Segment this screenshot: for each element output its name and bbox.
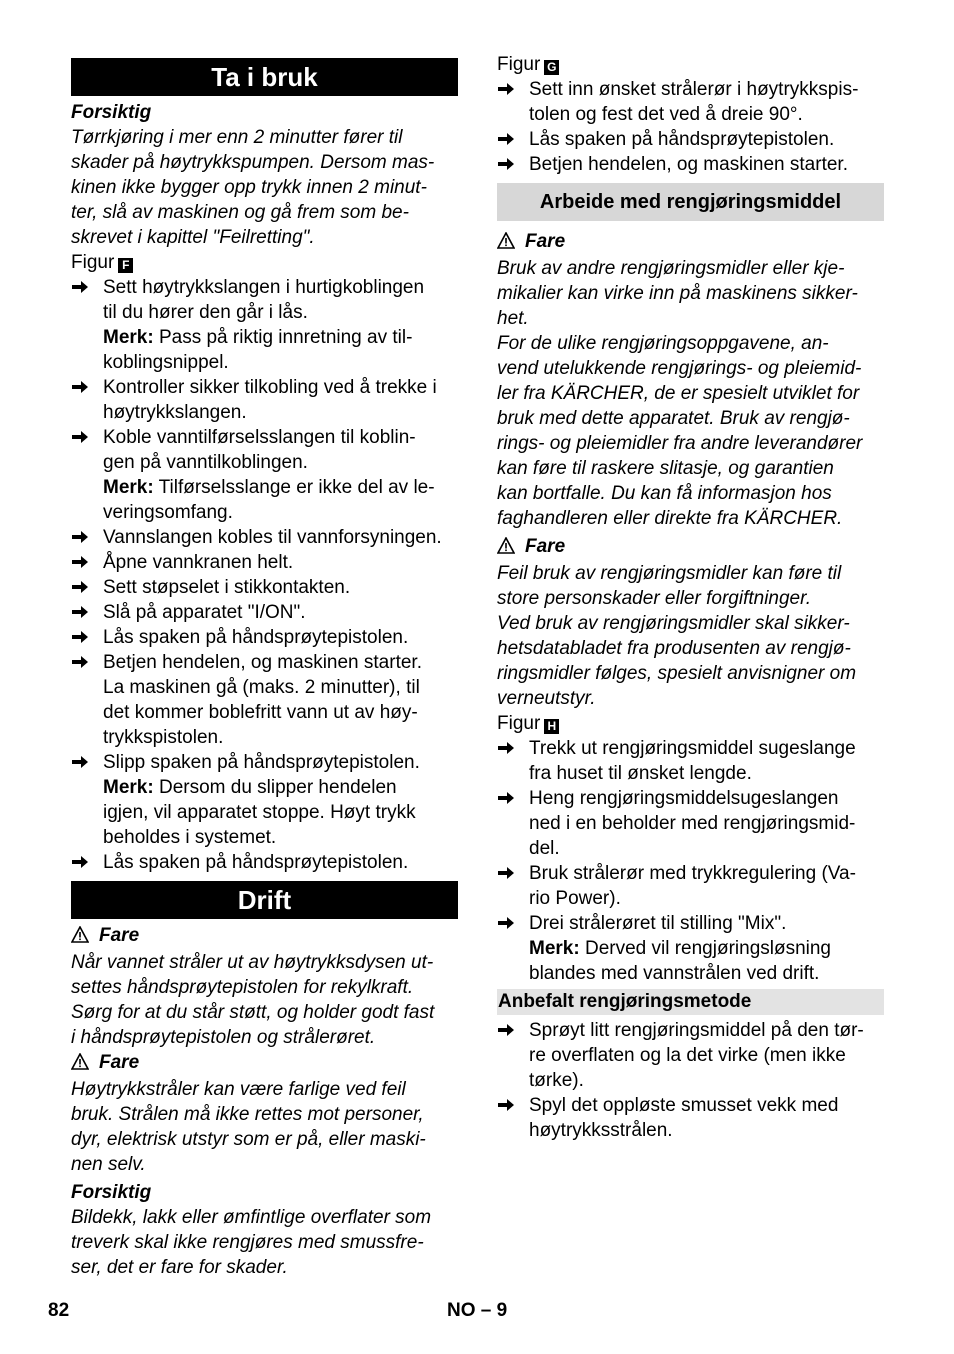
- text-line: ter, slå av maskinen og gå frem som be-: [71, 202, 409, 223]
- step-text-line: fra huset til ønsket lengde.: [529, 763, 752, 784]
- figure-ref-g: [497, 52, 884, 77]
- arrow-right-icon: [71, 550, 89, 575]
- note-text: blandes med vannstrålen ved drift.: [529, 963, 820, 984]
- danger-title: Fare: [71, 923, 458, 950]
- arrow-right-icon: [497, 77, 515, 102]
- arrow-right-icon: [71, 375, 89, 400]
- step-text-line: Bruk strålerør med trykkregulering (Va-: [529, 863, 856, 884]
- note-line: [103, 325, 458, 350]
- step-text-line: Slå på apparatet "I/ON".: [103, 602, 306, 623]
- list-item: [71, 425, 458, 475]
- steps-list-1: [71, 275, 458, 875]
- text-line: vend utelukkende rengjørings- og pleiemid-: [497, 358, 862, 379]
- arrow-right-icon: [71, 275, 89, 300]
- arrow-right-icon: [71, 425, 89, 450]
- step-note: [71, 775, 458, 850]
- text-line: i håndsprøytepistolen og strålerøret.: [71, 1027, 376, 1048]
- step-text-line: re overflaten og la det virke (men ikke: [529, 1045, 846, 1066]
- list-item: [497, 152, 884, 177]
- text-line: Høytrykkstråler kan være farlige ved feil: [71, 1079, 406, 1100]
- step-text-line: til du hører den går i lås.: [103, 302, 308, 323]
- text-line: nen selv.: [71, 1154, 146, 1175]
- note-label: Merk:: [103, 327, 154, 348]
- caution-title: Forsiktig: [71, 1182, 152, 1203]
- warning-triangle-icon: [71, 1052, 89, 1077]
- step-text-line: tolen og fest det ved å dreie 90°.: [529, 104, 803, 125]
- list-item: [71, 575, 458, 600]
- text-line: skrevet i kapittel "Feilretting".: [71, 227, 315, 248]
- left-column: [71, 58, 458, 1280]
- step-text-line: Trekk ut rengjøringsmiddel sugeslange: [529, 738, 856, 759]
- note-text: Dersom du slipper hendelen: [158, 777, 397, 798]
- text-line: ler fra KÄRCHER, de er spesielt utviklet for: [497, 383, 860, 404]
- step-text-line: Kontroller sikker tilkobling ved å trekke i: [103, 377, 437, 398]
- text-line: Feil bruk av rengjøringsmidler kan føre til: [497, 563, 842, 584]
- section-title-anbefalt: Anbefalt rengjøringsmetode: [497, 989, 884, 1015]
- list-item: [71, 525, 458, 550]
- text-line: Når vannet stråler ut av høytrykksdysen ut-: [71, 952, 434, 973]
- arrow-right-icon: [71, 850, 89, 875]
- caution-text: [71, 1205, 458, 1280]
- list-item: [497, 786, 884, 861]
- step-text-line: Heng rengjøringsmiddelsugeslangen: [529, 788, 839, 809]
- step-text-line: tørke).: [529, 1070, 584, 1091]
- arrow-right-icon: [497, 911, 515, 936]
- note-text: beholdes i systemet.: [103, 827, 277, 848]
- step-text-line: Vannslangen kobles til vannforsyningen.: [103, 527, 442, 548]
- step-text-line: del.: [529, 838, 560, 859]
- steps-list-g: [497, 77, 884, 177]
- danger-title: Fare: [497, 534, 884, 561]
- note-text: veringsomfang.: [103, 502, 233, 523]
- step-text-line: Lås spaken på håndsprøytepistolen.: [529, 129, 835, 150]
- section-title-drift: Drift: [71, 881, 458, 919]
- note-line: [103, 800, 458, 825]
- page-number: 82: [48, 1300, 70, 1321]
- text-line: Ved bruk av rengjøringsmidler skal sikker-: [497, 613, 850, 634]
- list-item: [497, 77, 884, 127]
- text-line: Sørg for at du står støtt, og holder godt fast: [71, 1002, 435, 1023]
- note-line: [103, 475, 458, 500]
- arrow-right-icon: [497, 736, 515, 761]
- figure-ref-f: [71, 250, 458, 275]
- figure-label: Figur: [497, 713, 541, 734]
- text-line: bruk. Strålen må ikke rettes mot personer,: [71, 1104, 424, 1125]
- step-text-line: Sett høytrykkslangen i hurtigkoblingen: [103, 277, 425, 298]
- list-item: [71, 550, 458, 575]
- note-text: Pass på riktig innretning av til-: [158, 327, 413, 348]
- note-line: [529, 961, 884, 986]
- note-line: [103, 350, 458, 375]
- list-item: [71, 275, 458, 325]
- text-line: kan bortfalle. Du kan få informasjon hos: [497, 483, 832, 504]
- list-item: [71, 375, 458, 425]
- list-item: [71, 750, 458, 775]
- note-label: Merk:: [103, 477, 154, 498]
- step-text-line: Drei strålerøret til stilling "Mix".: [529, 913, 787, 934]
- text-line: hetsdatabladet fra produsenten av rengjø-: [497, 638, 851, 659]
- text-line: kan føre til raskere slitasje, og garantien: [497, 458, 834, 479]
- danger-block-1: [71, 923, 458, 1050]
- danger-block-2: [71, 1050, 458, 1177]
- step-text-line: Betjen hendelen, og maskinen starter.: [103, 652, 422, 673]
- note-text: igjen, vil apparatet stoppe. Høyt trykk: [103, 802, 416, 823]
- danger-title: Fare: [71, 1050, 458, 1077]
- step-text-line: gen på vanntilkoblingen.: [103, 452, 308, 473]
- note-text: Tilførselsslange er ikke del av le-: [158, 477, 435, 498]
- text-line: Tørrkjøring i mer enn 2 minutter fører til: [71, 127, 403, 148]
- text-line: kinen ikke bygger opp trykk innen 2 minut-: [71, 177, 427, 198]
- text-line: bruk med dette apparatet. Bruk av rengjø-: [497, 408, 850, 429]
- figure-letter-f: F: [118, 258, 133, 273]
- arrow-right-icon: [71, 625, 89, 650]
- note-line: [529, 936, 884, 961]
- section-code: NO – 9: [447, 1300, 508, 1321]
- list-item: [71, 625, 458, 650]
- step-note: [71, 325, 458, 375]
- list-item: [497, 911, 884, 936]
- arrow-right-icon: [497, 861, 515, 886]
- caution-title: Forsiktig: [71, 102, 152, 123]
- section-title-ta-i-bruk: Ta i bruk: [71, 58, 458, 96]
- arrow-right-icon: [497, 786, 515, 811]
- text-line: skader på høytrykkspumpen. Dersom mas-: [71, 152, 435, 173]
- text-line: dyr, elektrisk utstyr som er på, eller maski-: [71, 1129, 426, 1150]
- list-item: [497, 1018, 884, 1093]
- step-text-line: ned i en beholder med rengjøringsmid-: [529, 813, 856, 834]
- warning-triangle-icon: [497, 536, 515, 561]
- arrow-right-icon: [71, 650, 89, 675]
- arrow-right-icon: [71, 525, 89, 550]
- step-text-line: rio Power).: [529, 888, 621, 909]
- arrow-right-icon: [497, 127, 515, 152]
- step-text-line: Slipp spaken på håndsprøytepistolen.: [103, 752, 420, 773]
- note-text: Derved vil rengjøringsløsning: [584, 938, 832, 959]
- caution-block-1: [71, 100, 458, 250]
- caution-text: [71, 125, 458, 250]
- list-item: [71, 600, 458, 625]
- danger-block-4: [497, 534, 884, 711]
- step-text-line: høytrykkslangen.: [103, 402, 247, 423]
- arrow-right-icon: [71, 600, 89, 625]
- step-text-line: trykkspistolen.: [103, 727, 224, 748]
- figure-letter-h: H: [544, 719, 559, 734]
- list-item: [71, 650, 458, 750]
- danger-text: [71, 1077, 458, 1177]
- arrow-right-icon: [71, 575, 89, 600]
- step-text-line: Sett inn ønsket strålerør i høytrykkspis-: [529, 79, 859, 100]
- arrow-right-icon: [497, 152, 515, 177]
- step-text-line: Koble vanntilførselsslangen til koblin-: [103, 427, 416, 448]
- text-line: rings- og pleiemidler fra andre leverandører: [497, 433, 863, 454]
- right-column: [497, 52, 884, 1143]
- text-line: mikalier kan virke inn på maskinens sikker-: [497, 283, 858, 304]
- step-text-line: Sprøyt litt rengjøringsmiddel på den tør-: [529, 1020, 864, 1041]
- note-label: Merk:: [529, 938, 580, 959]
- list-item: [497, 127, 884, 152]
- text-line: settes håndsprøytepistolen for rekylkraft.: [71, 977, 414, 998]
- note-line: [103, 500, 458, 525]
- figure-label: Figur: [71, 252, 115, 273]
- arrow-right-icon: [71, 750, 89, 775]
- danger-block-3: [497, 229, 884, 531]
- note-line: [103, 825, 458, 850]
- danger-text: [497, 561, 884, 711]
- section-title-rengjoringsmiddel: Arbeide med rengjøringsmiddel: [497, 183, 884, 221]
- text-line: ser, det er fare for skader.: [71, 1257, 288, 1278]
- step-note: [497, 936, 884, 986]
- step-note: [71, 475, 458, 525]
- figure-ref-h: [497, 711, 884, 736]
- danger-title: Fare: [497, 229, 884, 256]
- arrow-right-icon: [497, 1018, 515, 1043]
- step-text-line: Spyl det oppløste smusset vekk med: [529, 1095, 839, 1116]
- text-line: For de ulike rengjøringsoppgavene, an-: [497, 333, 829, 354]
- note-label: Merk:: [103, 777, 154, 798]
- list-item: [497, 861, 884, 911]
- text-line: treverk skal ikke rengjøres med smussfre-: [71, 1232, 424, 1253]
- warning-triangle-icon: [71, 925, 89, 950]
- steps-list-h: [497, 736, 884, 986]
- step-text-line: Lås spaken på håndsprøytepistolen.: [103, 852, 409, 873]
- text-line: Bildekk, lakk eller ømfintlige overflater som: [71, 1207, 432, 1228]
- list-item: [497, 1093, 884, 1143]
- arrow-right-icon: [497, 1093, 515, 1118]
- list-item: [497, 736, 884, 786]
- step-text-line: Sett støpselet i stikkontakten.: [103, 577, 351, 598]
- step-text-line: Lås spaken på håndsprøytepistolen.: [103, 627, 409, 648]
- text-line: store personskader eller forgiftninger.: [497, 588, 812, 609]
- steps-list-clean: [497, 1018, 884, 1143]
- note-line: [103, 775, 458, 800]
- figure-letter-g: G: [544, 60, 559, 75]
- caution-block-2: [71, 1180, 458, 1280]
- figure-label: Figur: [497, 54, 541, 75]
- step-text-line: det kommer boblefritt vann ut av høy-: [103, 702, 418, 723]
- text-line: Bruk av andre rengjøringsmidler eller kje-: [497, 258, 845, 279]
- text-line: ringsmidler følges, spesielt anvisnigner om: [497, 663, 857, 684]
- text-line: het.: [497, 308, 529, 329]
- danger-text: [497, 256, 884, 531]
- step-text-line: Åpne vannkranen helt.: [103, 552, 294, 573]
- warning-triangle-icon: [497, 231, 515, 256]
- step-text-line: høytrykksstrålen.: [529, 1120, 673, 1141]
- note-text: koblingsnippel.: [103, 352, 229, 373]
- list-item: [71, 850, 458, 875]
- danger-text: [71, 950, 458, 1050]
- step-text-line: Betjen hendelen, og maskinen starter.: [529, 154, 848, 175]
- step-text-line: La maskinen gå (maks. 2 minutter), til: [103, 677, 420, 698]
- text-line: faghandleren eller direkte fra KÄRCHER.: [497, 508, 843, 529]
- text-line: verneutstyr.: [497, 688, 596, 709]
